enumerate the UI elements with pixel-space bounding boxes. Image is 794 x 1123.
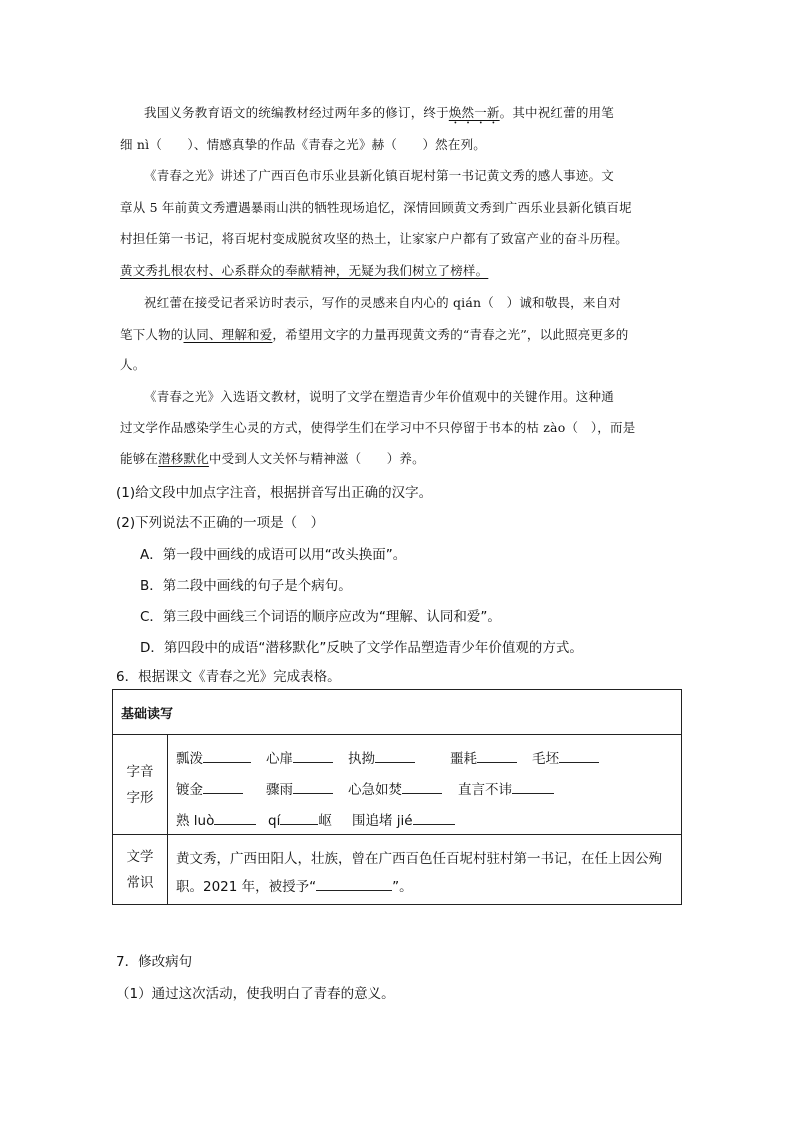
word-item: 熟 luò [176, 809, 256, 829]
p1-line-1 [144, 103, 614, 127]
label-zi-yin: 字音 [126, 763, 154, 780]
p2-line-1: 《青春之光》讲述了广西百色市乐业县新化镇百坭村第一书记黄文秀的感人事迹。文 [144, 168, 614, 183]
literature-line-1: 黄文秀，广西田阳人，壮族，曾在广西百色任百坭村驻村第一书记，在任上因公殉 [176, 851, 662, 867]
p4-text-a: 能够在 [120, 451, 159, 466]
p4-underlined-idiom: 潜移默化 [158, 451, 209, 466]
label-wen-xue: 文学 [126, 848, 154, 865]
word-item: 噩耗 [450, 747, 517, 767]
row-label-literature [113, 835, 168, 905]
option-d: D．第四段中的成语“潜移默化”反映了文学作品塑造青少年价值观的方式。 [140, 640, 583, 656]
p3-line-1: 祝红蕾在接受记者采访时表示，写作的灵感来自内心的 qián（ ）诚和敬畏，来自对 [144, 295, 621, 310]
word-item: 镀金 [176, 778, 243, 798]
p4-text-c: 中受到人文关怀与精神滋（ ）养。 [208, 451, 425, 466]
word-item: 毛坯 [532, 747, 599, 767]
table-header: 基础读写 [113, 690, 682, 735]
p3-text-a: 笔下人物的 [120, 327, 184, 342]
p3-line-3: 人。 [120, 357, 146, 372]
option-b: B．第二段中画线的句子是个病句。 [140, 578, 352, 594]
p3-line-2 [120, 325, 629, 343]
literature-cell [168, 835, 682, 905]
p1-text-c: 。其中祝红蕾的用笔 [499, 105, 614, 120]
question-7-1: （1）通过这次活动，使我明白了青春的意义。 [116, 986, 395, 1002]
p2-underlined-sentence: 黄文秀扎根农村、心系群众的奉献精神，无疑为我们树立了榜样。 [120, 263, 489, 278]
question-6: 6．根据课文《青春之光》完成表格。 [116, 669, 341, 685]
question-2: (2)下列说法不正确的一项是（ ） [116, 515, 325, 531]
word-item: 心急如焚 [348, 778, 442, 798]
word-item: qí 岖 [268, 809, 332, 829]
words-cell [168, 735, 682, 835]
label-chang-shi: 常识 [126, 874, 154, 891]
p1-text-a: 我国义务教育语文的统编教材经过两年多的修订，终于 [144, 105, 449, 120]
word-item: 骤雨 [266, 778, 333, 798]
literature-line-2: 职。2021 年，被授予“ ”。 [176, 875, 413, 895]
p4-line-1: 《青春之光》入选语文教材，说明了文学在塑造青少年价值观中的关键作用。这种通 [144, 389, 614, 404]
label-zi-xing: 字形 [126, 789, 154, 806]
basic-reading-table [112, 689, 682, 905]
table-row-literature [113, 835, 682, 905]
question-1: (1)给文段中加点字注音，根据拼音写出正确的汉字。 [116, 485, 433, 501]
option-a: A．第一段中画线的成语可以用“改头换面”。 [140, 547, 407, 563]
word-item: 围追堵 jié [352, 809, 455, 829]
p4-line-2: 过文学作品感染学生心灵的方式，使得学生们在学习中不只停留于书本的枯 zào（ ），而是 [120, 420, 636, 435]
row-label-pronunciation [113, 735, 168, 835]
word-item: 直言不讳 [458, 778, 554, 798]
word-item: 瓢泼 [176, 747, 251, 767]
question-7: 7．修改病句 [116, 954, 193, 970]
p1-underlined-idiom: 焕然一新 [448, 105, 500, 120]
option-c: C．第三段中画线三个词语的顺序应改为“理解、认同和爱”。 [140, 609, 501, 625]
table-header-row [113, 690, 682, 735]
p3-underlined-words: 认同、理解和爱 [183, 327, 273, 342]
p3-text-c: ，希望用文字的力量再现黄文秀的“青春之光”，以此照亮更多的 [272, 327, 629, 342]
p2-line-3: 村担任第一书记，将百坭村变成脱贫攻坚的热土，让家家户户都有了致富产业的奋斗历程。 [120, 231, 629, 246]
word-item: 心扉 [266, 747, 333, 767]
table-row-pronunciation [113, 735, 682, 835]
p1-line-2: 细 nì（ ）、情感真挚的作品《青春之光》赫（ ）然在列。 [120, 137, 486, 152]
word-item: 执拗 [348, 747, 415, 767]
p2-line-2: 章从 5 年前黄文秀遭遇暴雨山洪的牺牲现场追忆，深情回顾黄文秀到广西乐业县新化镇百坭 [120, 200, 632, 215]
p4-line-3 [120, 449, 425, 467]
